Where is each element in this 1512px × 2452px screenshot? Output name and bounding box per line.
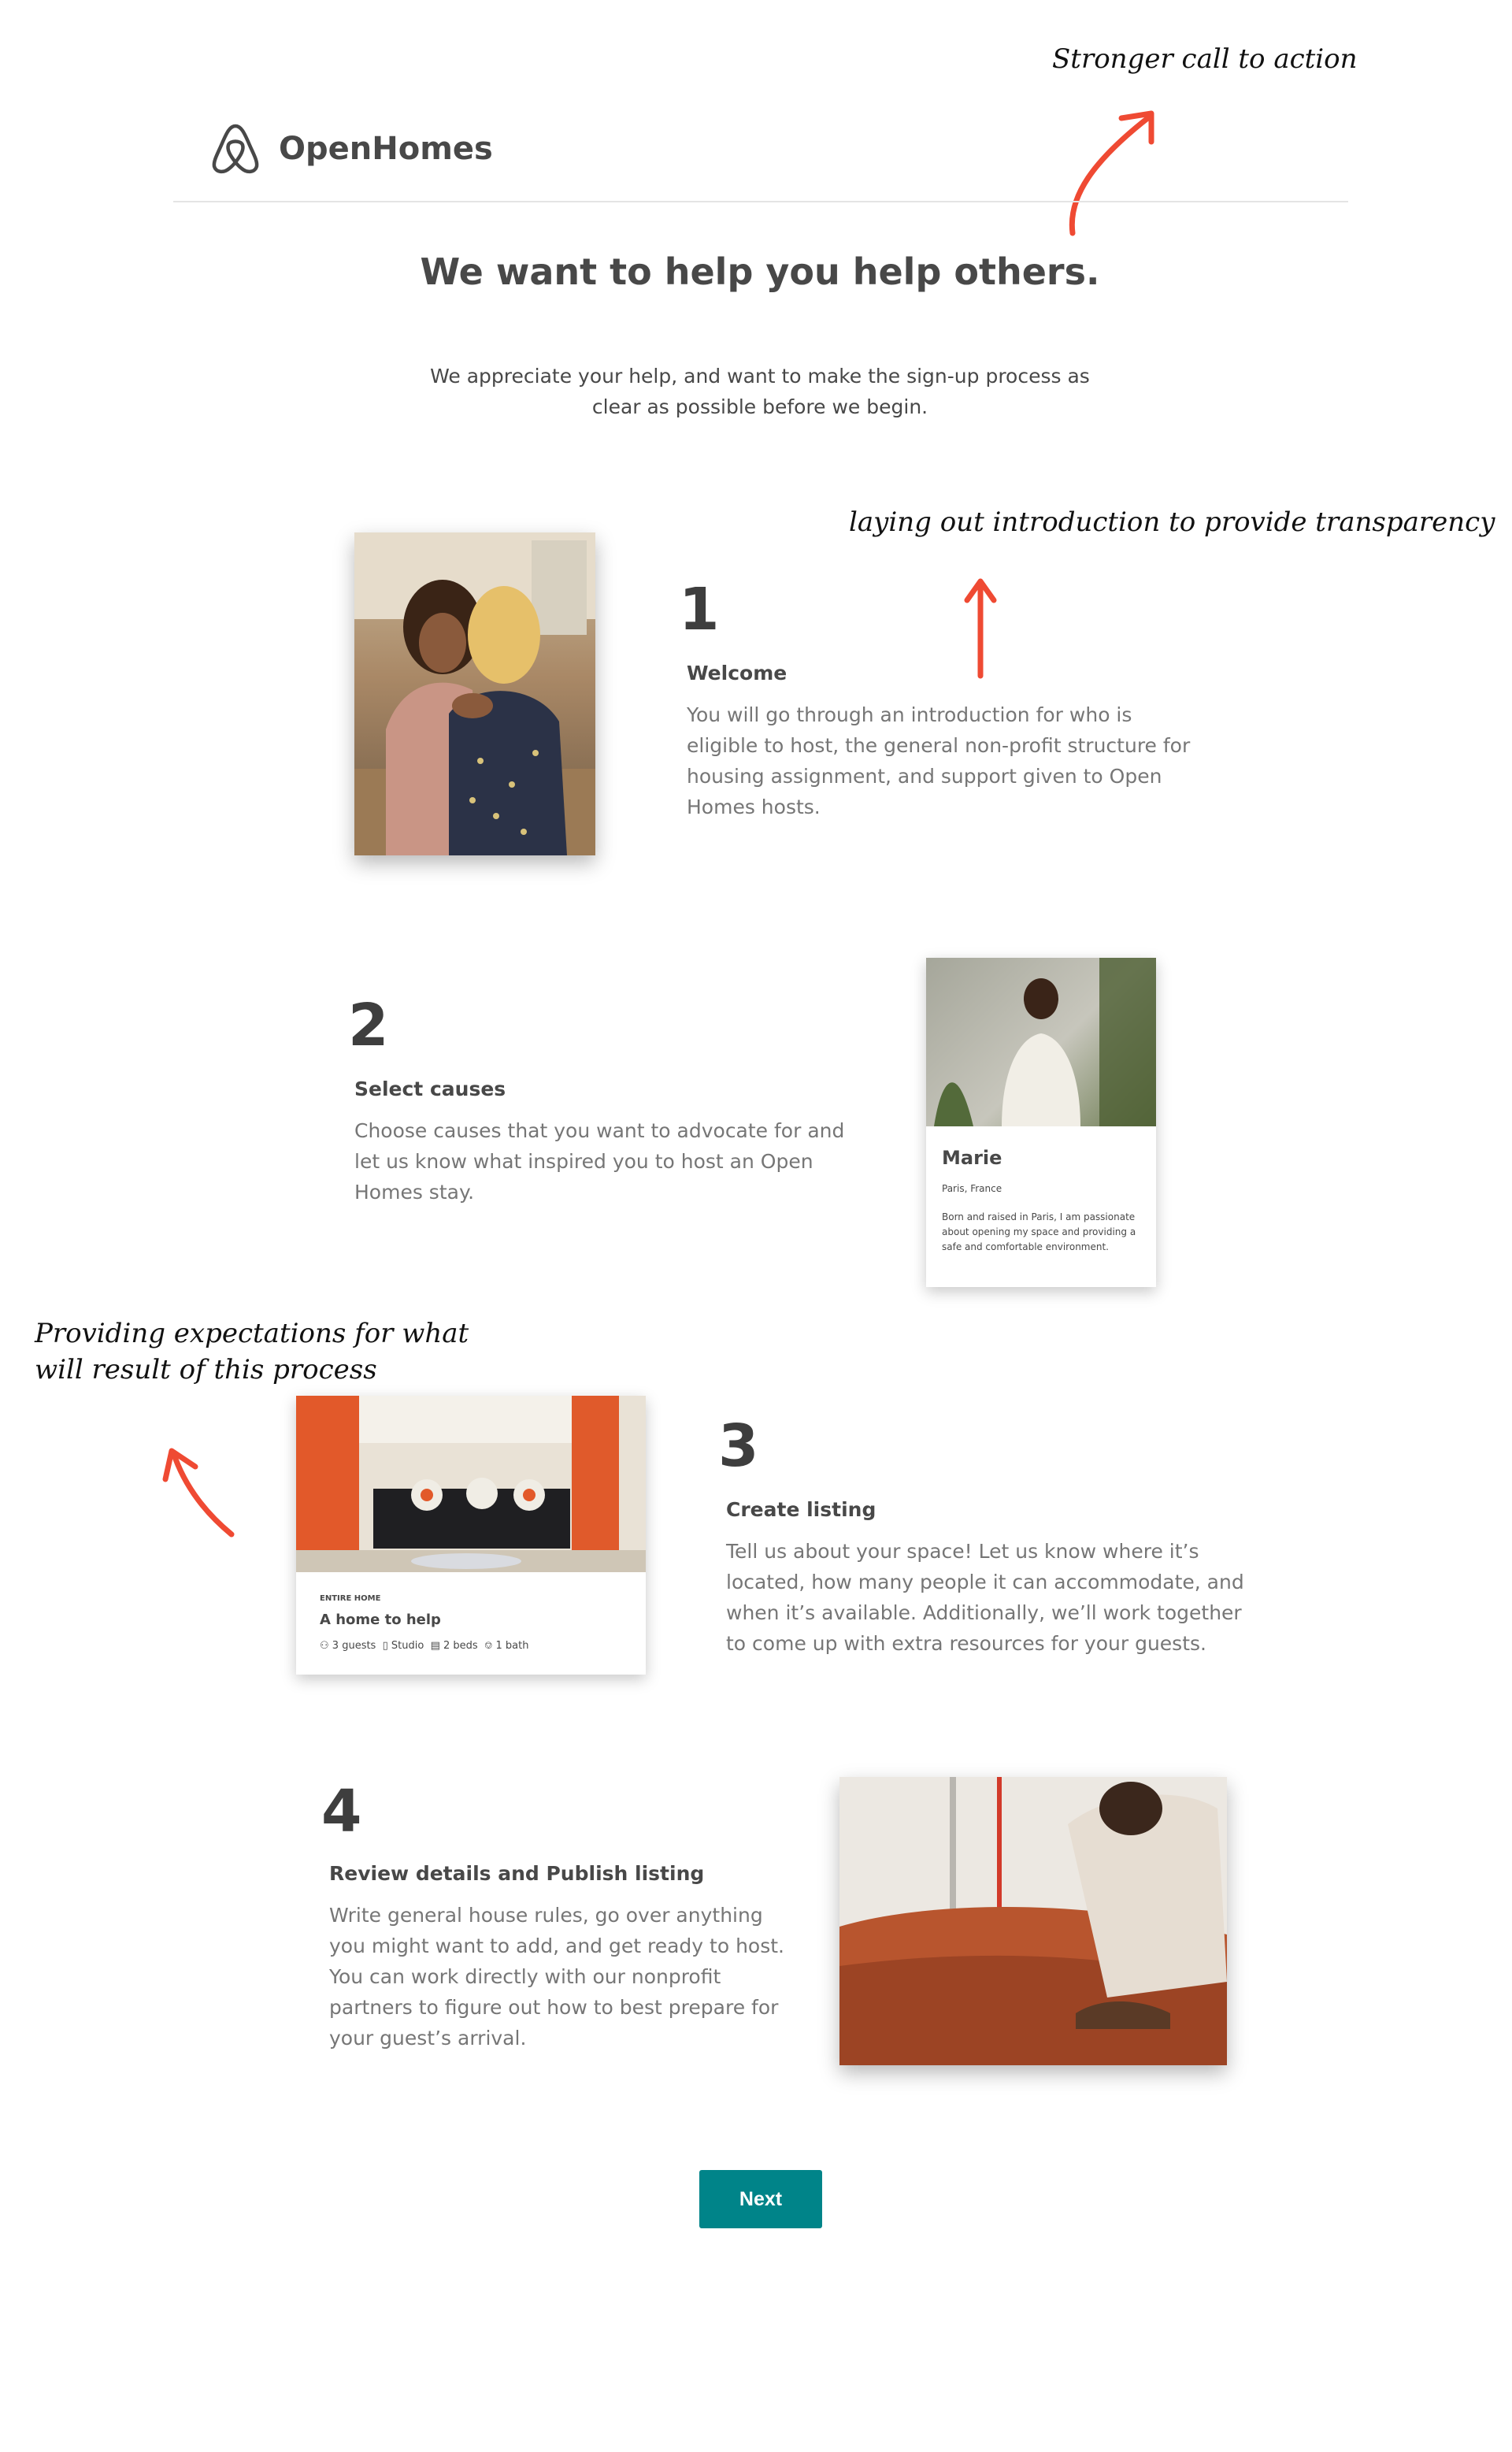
guests-icon: ⚇	[320, 1640, 329, 1652]
page-title: We want to help you help others.	[420, 250, 1100, 293]
brand-name[interactable]: OpenHomes	[279, 131, 493, 167]
listing-guests: 3 guests	[332, 1640, 376, 1652]
annotation-expectations-line2: will result of this process	[35, 1354, 377, 1386]
listing-room: Studio	[391, 1640, 424, 1652]
profile-photo	[926, 958, 1156, 1126]
next-button[interactable]: Next	[699, 2170, 822, 2228]
bed-icon: ▤	[430, 1640, 440, 1652]
listing-type: ENTIRE HOME	[320, 1594, 381, 1603]
arrow-expectations-icon	[158, 1441, 244, 1544]
listing-card	[296, 1396, 646, 1675]
step-1-title: Welcome	[687, 662, 788, 684]
step-1-number: 1	[679, 576, 720, 644]
step-3-title: Create listing	[726, 1498, 876, 1521]
room-icon: ▯	[382, 1640, 388, 1652]
step-1-description: You will go through an introduction for who is eligible to host, the general non-profit structure for housing assignment, and support given to Open Homes hosts.	[687, 703, 1191, 818]
header-divider	[173, 201, 1348, 202]
step-4-photo	[839, 1777, 1227, 2065]
step-2-number: 2	[348, 992, 389, 1059]
step-2-title: Select causes	[354, 1078, 506, 1100]
step-2-description: Choose causes that you want to advocate for and let us know what inspired you to host an Open Homes stay.	[354, 1119, 845, 1204]
listing-bath: 1 bath	[495, 1640, 529, 1652]
profile-name: Marie	[942, 1147, 1002, 1169]
annotation-transparency: laying out introduction to provide transparency	[849, 506, 1495, 538]
listing-beds: 2 beds	[443, 1640, 478, 1652]
step-3-description: Tell us about your space! Let us know where it’s located, how many people it can accommodate, and when it’s available. Additionally, we’ll work together to come up with extra resources for your guests.	[726, 1540, 1244, 1655]
step-4-number: 4	[321, 1778, 362, 1845]
arrow-cta-icon	[1055, 102, 1166, 244]
annotation-expectations	[35, 1315, 469, 1388]
listing-title: A home to help	[320, 1612, 441, 1628]
annotation-cta: Stronger call to action	[1052, 43, 1358, 75]
step-4-description: Write general house rules, go over anything you might want to add, and get ready to host. You can work directly with our nonprofit partners to figure out how to best prepare for your guest’s arrival.	[329, 1904, 784, 2050]
listing-amenities	[320, 1640, 528, 1652]
airbnb-belo-icon[interactable]	[211, 123, 260, 175]
arrow-transparency-icon	[961, 573, 1000, 684]
annotation-expectations-line1: Providing expectations for what	[35, 1318, 469, 1349]
bath-icon: ⎊	[484, 1640, 493, 1652]
profile-location: Paris, France	[942, 1183, 1002, 1194]
step-3-number: 3	[718, 1412, 759, 1480]
step-1-photo	[354, 532, 595, 855]
profile-bio: Born and raised in Paris, I am passionate about opening my space and providing a safe and comfortable environment.	[942, 1211, 1136, 1252]
profile-card	[926, 958, 1156, 1287]
step-4-title: Review details and Publish listing	[329, 1862, 705, 1885]
page-subtitle: We appreciate your help, and want to make the sign-up process as clear as possible before we begin.	[430, 365, 1090, 418]
listing-photo	[296, 1396, 646, 1572]
